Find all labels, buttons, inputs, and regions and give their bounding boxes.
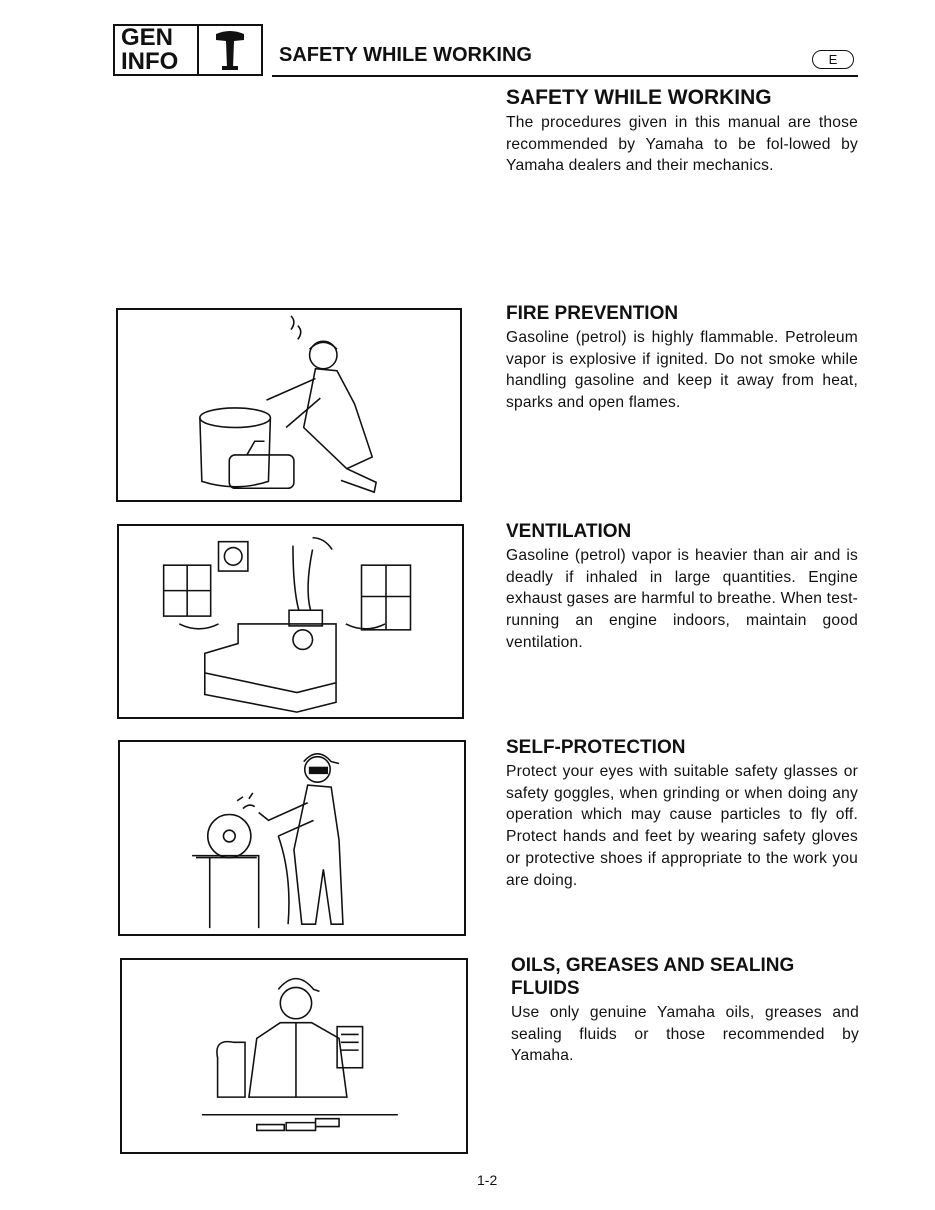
- outboard-motor-icon: [199, 26, 261, 74]
- section-body: Gasoline (petrol) vapor is heavier than air and is deadly if inhaled in large quantities. Engine exhaust gases are harmful to breathe. When test-running an engine indoors, maintain good ventilation.: [506, 547, 858, 651]
- page-number: 1-2: [477, 1172, 498, 1188]
- intro-title: SAFETY WHILE WORKING: [506, 86, 772, 109]
- genuine-oils-illustration: [120, 958, 468, 1154]
- intro-section: [506, 86, 858, 177]
- section-title: VENTILATION: [506, 521, 632, 542]
- section-oils-greases: [511, 954, 859, 1067]
- fuel-handling-illustration: [116, 308, 462, 502]
- section-ventilation: [506, 520, 858, 654]
- section-body: Gasoline (petrol) is highly flammable. Petroleum vapor is explosive if ignited. Do not smoke while handling gasoline and keep it away from heat, sparks and open flames.: [506, 329, 858, 412]
- gen-info-tab: [113, 24, 263, 76]
- info-label: INFO: [121, 48, 179, 75]
- language-badge: E: [812, 50, 854, 69]
- section-fire-prevention: [506, 302, 858, 414]
- section-body: Protect your eyes with suitable safety glasses or safety goggles, when grinding or when doing any operation which may cause particles to fly off. Protect hands and feet by wearing safety gloves or protective shoes if appropriate to the work you are doing.: [506, 763, 858, 889]
- section-title: OILS, GREASES AND SEALING FLUIDS: [511, 955, 795, 999]
- grinder-safety-illustration: [118, 740, 466, 936]
- section-title: SELF-PROTECTION: [506, 737, 686, 758]
- intro-body: The procedures given in this manual are those recommended by Yamaha to be fol-lowed by Yamaha dealers and their mechanics.: [506, 114, 858, 175]
- gen-info-label: [115, 26, 199, 74]
- header-title: SAFETY WHILE WORKING: [279, 44, 532, 66]
- section-title: FIRE PREVENTION: [506, 303, 679, 324]
- gen-label: GEN: [121, 24, 174, 51]
- section-body: Use only genuine Yamaha oils, greases and sealing fluids or those recommended by Yamaha.: [511, 1004, 859, 1065]
- header-rule: [272, 75, 858, 77]
- section-self-protection: [506, 736, 858, 891]
- ventilation-illustration: [117, 524, 464, 719]
